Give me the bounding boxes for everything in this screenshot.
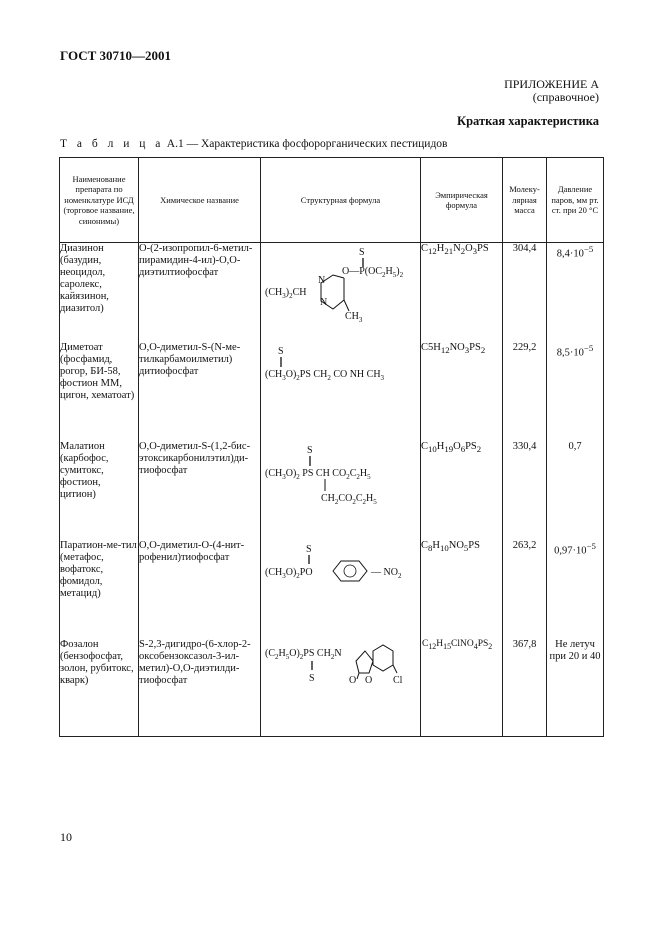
molecular-mass: 330,4: [503, 441, 547, 540]
formula-line1: $(CH_3O)_2$ PS CH $CO_2C_2H_5$: [265, 468, 371, 481]
pesticide-name: Диазинон (базудин, неоцидол, саролекс, кайязинон, диазитол): [60, 243, 139, 343]
dimethoate-structure: [261, 342, 421, 392]
page-number: 10: [60, 830, 72, 844]
malathion-structure: [261, 441, 421, 511]
header-empirical: Эмпирическая формула: [421, 158, 503, 243]
table-caption-text: А.1 — Характеристика фосфорорганических пестицидов: [166, 138, 448, 150]
chemical-name: S-2,3-дигидро-(6-хлор-2-оксобензоксазол-3-ил-метил)-О,О-диэтилди-тиофосфат: [139, 639, 261, 737]
table-row: [60, 639, 604, 737]
parathion-structure: [261, 540, 421, 600]
structural-formula: [261, 342, 421, 441]
chemical-name: О,О-диметил-О-(4-нит-рофенил)тиофосфат: [139, 540, 261, 639]
benzene-ring: [373, 645, 393, 671]
table-caption: [60, 138, 447, 150]
table-row: [60, 441, 604, 540]
formula-right: — $NO_2$: [371, 567, 402, 580]
appendix-note: (справочное): [532, 90, 599, 104]
pesticide-name: Паратион-ме-тил (метафос, вофатокс, фомидол, метацид): [60, 540, 139, 639]
section-title: Краткая характеристика: [457, 114, 599, 128]
structural-formula: [261, 540, 421, 639]
pesticide-table: [59, 157, 604, 737]
header-pressure: Давление паров, мм рт. ст. при 20 °С: [547, 158, 604, 243]
diazinon-structure: [261, 243, 421, 338]
vapor-pressure: $8,5\cdot 10^{-5}$: [547, 342, 604, 441]
chemical-name: О,О-диметил-S-(N-ме-тилкарбамоилметил) дитиофосфат: [139, 342, 261, 441]
molecular-mass: 263,2: [503, 540, 547, 639]
structural-formula: [261, 639, 421, 737]
formula-cl: Cl: [393, 675, 403, 686]
formula-methyl: $CH_3$: [345, 311, 363, 324]
formula-o2: O: [365, 675, 373, 686]
vapor-pressure: 0,7: [547, 441, 604, 540]
table-row: [60, 540, 604, 639]
empirical-formula: $C_{10}H_{19}O_6PS_2$: [421, 441, 503, 540]
benzene-ring: [333, 561, 367, 581]
formula-n2: N: [320, 297, 328, 308]
formula-s: S: [278, 346, 284, 357]
pesticide-name: Диметоат (фосфамид, рогор, БИ-58, фостион ММ, цигон, хематоат): [60, 342, 139, 441]
appendix-title: ПРИЛОЖЕНИЕ А: [504, 77, 599, 91]
oxazole-ring: [356, 651, 373, 673]
empirical-formula: $C_{12}H_{21}N_2O_3PS$: [421, 243, 503, 343]
phosalone-structure: [261, 639, 421, 699]
vapor-pressure: Не летуч при 20 и 40: [547, 639, 604, 737]
pesticide-name: Малатион (карбофос, сумитокс, фостион, цитион): [60, 441, 139, 540]
table-header-row: [60, 158, 604, 243]
molecular-mass: 229,2: [503, 342, 547, 441]
formula-s: S: [307, 445, 313, 456]
table-caption-prefix: Т а б л и ц а: [60, 138, 164, 150]
structural-formula: [261, 243, 421, 343]
formula-bond: [344, 300, 349, 311]
empirical-formula: $C_{12}H_{15}ClNO_4PS_2$: [421, 639, 503, 737]
formula-o1: O: [349, 675, 357, 686]
header-chemical: Химическое название: [139, 158, 261, 243]
molecular-mass: 304,4: [503, 243, 547, 343]
formula-s: S: [306, 544, 312, 555]
standard-number: ГОСТ 30710—2001: [60, 48, 172, 63]
molecular-mass: 367,8: [503, 639, 547, 737]
table-row: [60, 342, 604, 441]
structural-formula: [261, 441, 421, 540]
formula-bond: [357, 673, 359, 679]
chemical-name: О-(2-изопропил-6-метил-пирамидин-4-ил)-О,О-диэтилтиофосфат: [139, 243, 261, 343]
formula-isopropyl: $(CH_3)_2CH$: [265, 287, 307, 300]
chemical-name: О,О-диметил-S-(1,2-бис-этоксикарбонилэтил)ди-тиофосфат: [139, 441, 261, 540]
header-name: Наименование препарата по номенклатуре ИСД (торговое название, синонимы): [60, 158, 139, 243]
vapor-pressure: $8,4\cdot 10^{-5}$: [547, 243, 604, 343]
vapor-pressure: $0,97\cdot 10^{-5}$: [547, 540, 604, 639]
table-row: [60, 243, 604, 343]
aromatic-circle: [344, 565, 356, 577]
appendix-label: [504, 78, 599, 104]
empirical-formula: $C5H_{12}NO_3PS_2$: [421, 342, 503, 441]
formula-s: S: [309, 673, 315, 684]
header-structure: Структурная формула: [261, 158, 421, 243]
formula-left: $(C_2H_5O)_2PS$ $CH_2N$: [265, 648, 342, 661]
formula-left: $(CH_3O)_2PO$: [265, 567, 313, 580]
formula-ester: $O—P(OC_2H_5)_2$: [342, 266, 404, 279]
pesticide-name: Фозалон (бензофосфат, золон, рубитокс, кварк): [60, 639, 139, 737]
formula-bond: [393, 665, 397, 673]
empirical-formula: $C_8H_{10}NO_5PS$: [421, 540, 503, 639]
formula-line: $(CH_3O)_2PS$ $CH_2$ CO NH $CH_3$: [265, 369, 385, 382]
formula-line2: $CH_2CO_2C_2H_5$: [321, 493, 377, 506]
header-mass: Молеку-лярная масса: [503, 158, 547, 243]
formula-s: S: [359, 247, 365, 258]
formula-n1: N: [318, 275, 326, 286]
